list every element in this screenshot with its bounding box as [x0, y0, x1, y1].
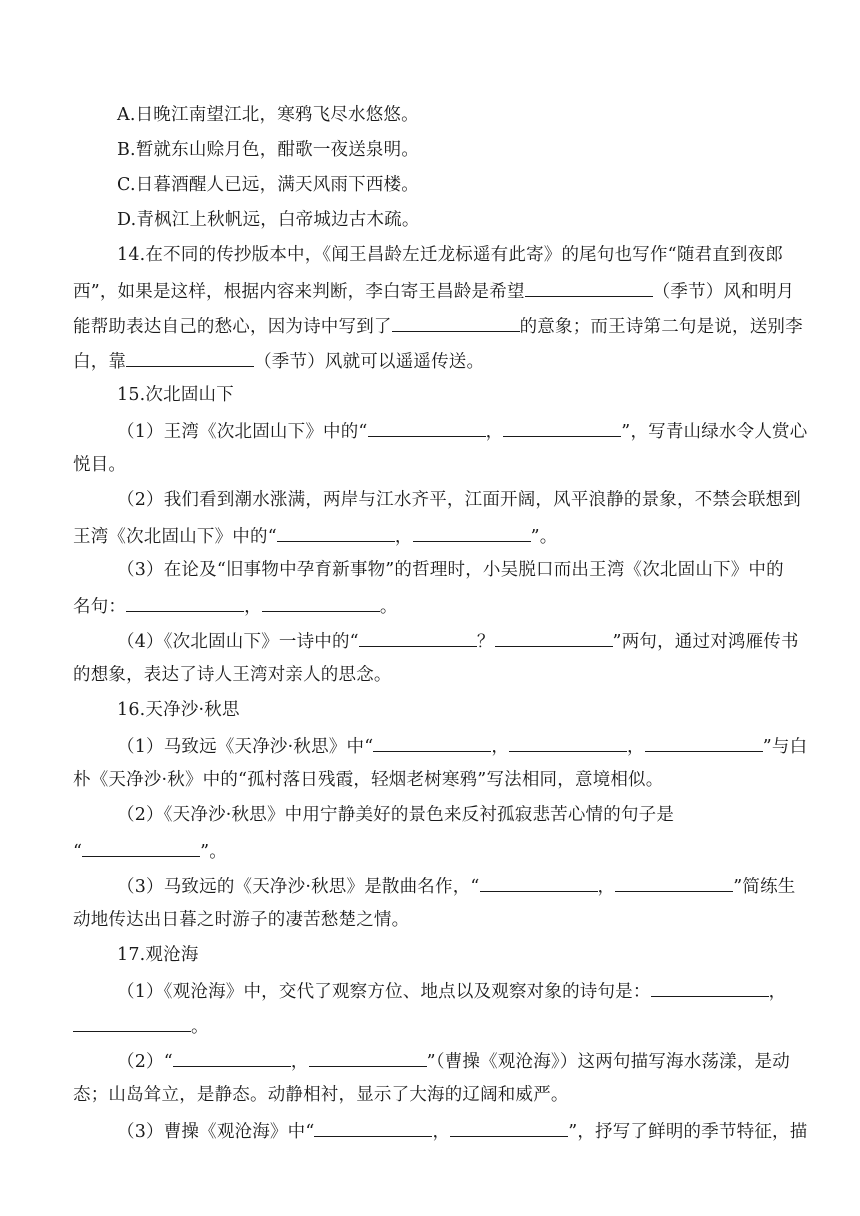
q14-text: 白，靠	[73, 352, 127, 372]
q16-sub3-line-1	[0, 874, 860, 898]
answer-blank[interactable]	[173, 1049, 291, 1067]
q17-text: （1）《观沧海》中，交代了观察方位、地点以及观察对象的诗句是：	[117, 982, 651, 1002]
answer-blank[interactable]	[73, 1014, 191, 1032]
q16-text: （3）马致远的《天净沙·秋思》是散曲名作，“	[117, 877, 480, 897]
answer-blank[interactable]	[126, 349, 254, 367]
q14-text: 西”，如果是这样，根据内容来判断，李白寄王昌龄是希望	[73, 282, 525, 302]
q14-line-4	[0, 349, 860, 373]
q16-sub2-line-1: （2）《天净沙·秋思》中用宁静美好的景色来反衬孤寂悲苦心情的句子是	[117, 805, 675, 825]
q16-text: ，	[491, 737, 510, 757]
q15-text: ，	[394, 527, 413, 547]
q15-text: ”两句，通过对鸿雁传书	[612, 632, 799, 652]
option-d: D.青枫江上秋帆远，白帝城边古木疏。	[117, 210, 420, 230]
q14-text: 的意象；而王诗第二句是说，送别李	[519, 317, 803, 337]
q17-text: ”，抒写了鲜明的季节特征，描	[568, 1122, 808, 1142]
q16-text: ”简练生	[733, 877, 796, 897]
q17-text: （2）“	[117, 1052, 173, 1072]
q15-sub3-line-1: （3）在论及“旧事物中孕育新事物”的哲理时，小吴脱口而出王湾《次北固山下》中的	[117, 560, 784, 580]
q17-title: 17.观沧海	[117, 945, 199, 965]
q15-sub3-line-2	[0, 594, 860, 618]
q15-text: ”，写青山绿水令人赏心	[621, 422, 808, 442]
q16-text: ，	[627, 737, 645, 757]
answer-blank[interactable]	[126, 594, 244, 612]
q15-sub4-line-2: 的想象，表达了诗人王湾对亲人的思念。	[73, 665, 392, 685]
q17-text: ”（曹操《观沧海》）这两句描写海水荡漾，是动	[426, 1052, 790, 1072]
q16-title: 16.天净沙·秋思	[117, 700, 240, 720]
answer-blank[interactable]	[82, 839, 200, 857]
answer-blank[interactable]	[413, 524, 531, 542]
q16-text: ”。	[200, 842, 228, 862]
answer-blank[interactable]	[359, 629, 477, 647]
q16-sub1-line-1	[0, 734, 860, 758]
q16-sub1-line-2: 朴《天净沙·秋》中的“孤村落日残霞，轻烟老树寒鸦”写法相同，意境相似。	[73, 770, 664, 790]
q17-text: ，	[768, 982, 787, 1002]
q15-text: ？	[476, 632, 495, 652]
option-a: A.日晚江南望江北，寒鸦飞尽水悠悠。	[117, 105, 419, 125]
q14-line-2	[0, 279, 860, 303]
q17-sub2-line-1	[0, 1049, 860, 1073]
q15-text: 王湾《次北固山下》中的“	[73, 527, 277, 547]
answer-blank[interactable]	[525, 279, 653, 297]
q15-text: ，	[244, 597, 262, 617]
q14-line-1: 14.在不同的传抄版本中，《闻王昌龄左迁龙标遥有此寄》的尾句也写作“随君直到夜郎	[117, 245, 784, 265]
q17-text: ，	[290, 1052, 309, 1072]
answer-blank[interactable]	[368, 419, 486, 437]
q17-sub2-line-2: 态；山岛耸立，是静态。动静相衬，显示了大海的辽阔和威严。	[73, 1085, 569, 1105]
q15-sub2-line-2	[0, 524, 860, 548]
q15-text: （1）王湾《次北固山下》中的“	[117, 422, 368, 442]
q17-text: （3）曹操《观沧海》中“	[117, 1122, 315, 1142]
answer-blank[interactable]	[503, 419, 621, 437]
answer-blank[interactable]	[309, 1049, 427, 1067]
q14-text: （季节）风就可以遥遥传送。	[254, 352, 485, 372]
q17-sub1-line-2	[0, 1014, 860, 1038]
answer-blank[interactable]	[495, 629, 613, 647]
answer-blank[interactable]	[314, 1119, 432, 1137]
answer-blank[interactable]	[373, 734, 491, 752]
q16-text: （1）马致远《天净沙·秋思》中“	[117, 737, 374, 757]
q15-sub1-line-2: 悦目。	[73, 455, 127, 475]
option-b: B.暂就东山赊月色，酣歌一夜送泉明。	[117, 140, 420, 160]
q16-text: “	[73, 842, 83, 862]
q15-title: 15.次北固山下	[117, 385, 234, 405]
q17-sub3-line-1	[0, 1119, 860, 1143]
q15-sub1-line-1	[0, 419, 860, 443]
answer-blank[interactable]	[450, 1119, 568, 1137]
answer-blank[interactable]	[651, 979, 769, 997]
q14-line-3	[0, 314, 860, 338]
answer-blank[interactable]	[509, 734, 627, 752]
q15-text: 名句：	[73, 597, 127, 617]
option-c: C.日暮酒醒人已远，满天风雨下西楼。	[117, 175, 419, 195]
q15-text: ”。	[530, 527, 558, 547]
answer-blank[interactable]	[615, 874, 733, 892]
q17-text: ，	[432, 1122, 451, 1142]
q14-text: 能帮助表达自己的愁心，因为诗中写到了	[73, 317, 392, 337]
q16-text: ”与白	[762, 737, 808, 757]
q16-text: ，	[597, 877, 616, 897]
q16-sub2-line-2	[0, 839, 860, 863]
answer-blank[interactable]	[645, 734, 763, 752]
q15-sub2-line-1: （2）我们看到潮水涨满，两岸与江水齐平，江面开阔，风平浪静的景象，不禁会联想到	[117, 490, 801, 510]
q15-sub4-line-1	[0, 629, 860, 653]
answer-blank[interactable]	[277, 524, 395, 542]
q17-sub1-line-1	[0, 979, 860, 1003]
q15-text: （4）《次北固山下》一诗中的“	[117, 632, 359, 652]
q17-text: 。	[191, 1017, 209, 1037]
q16-sub3-line-2: 动地传达出日暮之时游子的凄苦愁楚之情。	[73, 910, 410, 930]
q15-text: ，	[485, 422, 504, 442]
answer-blank[interactable]	[480, 874, 598, 892]
q15-text: 。	[379, 597, 398, 617]
answer-blank[interactable]	[392, 314, 520, 332]
answer-blank[interactable]	[262, 594, 380, 612]
q14-text: （季节）风和明月	[652, 282, 795, 302]
